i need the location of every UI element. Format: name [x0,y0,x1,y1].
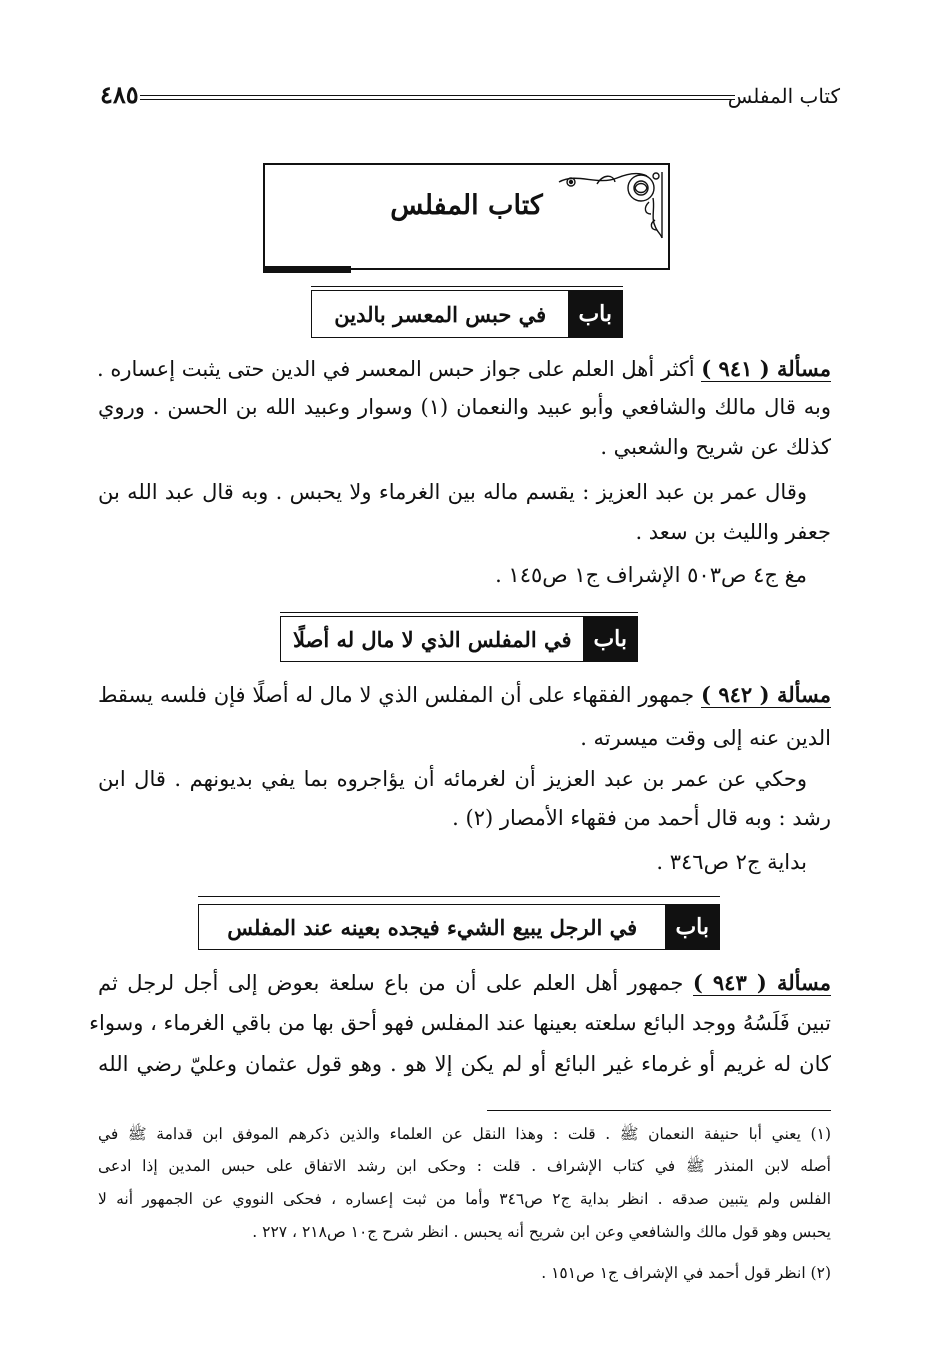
section-2-line-1 [98,684,831,706]
section-3-title: في الرجل يبيع الشيء فيجده بعينه عند المفلس [227,914,638,940]
masala-text: جمهور الفقهاء على أن المفلس الذي لا مال له أصلًا فإن فلسه يسقط [98,683,695,707]
section-3-line-2: تبين فَلَسُهُ ووجد البائع سلعته بعينها عند المفلس فهو أحق بها من باقي الغرماء ، وسواء [89,1011,831,1035]
section-2-title: في المفلس الذي لا مال له أصلًا [292,626,572,652]
section-1-source: مغ ج٤ ص٥٠٣ الإشراف ج١ ص١٤٥ . [495,563,807,587]
section-1-heading-rule [311,286,623,287]
section-1-title: في حبس المعسر بالدين [334,301,547,327]
section-2-heading-rule [280,612,638,613]
section-3-heading-rule [198,896,720,897]
footnote-line-5: (٢) انظر قول أحمد في الإشراف ج١ ص١٥١ . [541,1264,831,1282]
section-2-line-3: وحكي عن عمر بن عبد العزيز أن لغرمائه أن يؤاجروه بما يفي بديونهم . قال ابن [98,767,807,791]
book-title-frame-shadow [263,266,351,273]
masala-text: أكثر أهل العلم على جواز حبس المعسر في الدين حتى يثبت إعساره . [97,357,695,381]
section-2-heading [280,616,638,662]
section-2-line-4: رشد : وبه قال أحمد من فقهاء الأمصار (٢) . [452,806,831,830]
bab-label: باب [568,291,622,337]
floral-ornament-icon [557,168,667,242]
section-1-line-5: جعفر والليث بن سعد . [635,520,831,544]
bab-label: باب [583,617,637,661]
masala-text: جمهور أهل العلم على أن من باع سلعة بعوض إلى أجل لرجل ثم [98,971,684,995]
running-header-title: كتاب المفلس [727,84,840,108]
section-1-heading [311,290,623,338]
footnote-line-1: (١) يعني أبا حنيفة النعمان ﷺ . قلت : وهذا النقل عن العلماء والذين ذكرهم الموفق ابن قدامة ﷺ في [98,1125,831,1143]
section-2-line-2: الدين عنه إلى وقت ميسرته . [580,726,831,750]
section-3-line-1 [98,972,831,994]
section-3-line-3: كان له غريم أو غرماء غير البائع أو لم يكن إلا هو . وهو قول عثمان وعليّ رضي الله [98,1052,831,1076]
header-rule [140,95,735,100]
section-1-line-1 [97,358,831,380]
masala-number: مسألة ( ٩٤٢ ) [700,682,831,707]
footnote-line-2: أصله لابن المنذر ﷺ في كتاب الإشراف . قلت : وحكى ابن رشد الاتفاق على حبس المدين إذا ادعى [98,1157,831,1175]
section-1-line-2: وبه قال مالك والشافعي وأبو عبيد والنعمان (١) وسوار وعبيد الله بن الحسن . وروي [98,395,831,419]
footnote-line-4: يحبس وهو قول مالك والشافعي وعن ابن شريح أنه يحبس . انظر شرح ج١٠ ص٢١٨ ، ٢٢٧ . [252,1223,831,1241]
section-1-line-4: وقال عمر بن عبد العزيز : يقسم ماله بين الغرماء ولا يحبس . وبه قال عبد الله بن [98,480,807,504]
section-2-source: بداية ج٢ ص٣٤٦ . [656,850,807,874]
page-number: ٤٨٥ [100,80,139,109]
masala-number: مسألة ( ٩٤١ ) [701,356,831,381]
section-1-line-3: كذلك عن شريح والشعبي . [600,435,831,459]
section-3-heading [198,904,720,950]
bab-label: باب [665,905,719,949]
book-title: كتاب المفلس [390,190,543,221]
masala-number: مسألة ( ٩٤٣ ) [692,970,831,995]
footnote-line-3: الفلس ولم يتبين صدقه . انظر بداية ج٢ ص٣٤٦ وأما من ثبت إعساره ، فحكى النووي عن الجمهور أنه لا [98,1190,831,1208]
footnote-rule [487,1110,831,1111]
